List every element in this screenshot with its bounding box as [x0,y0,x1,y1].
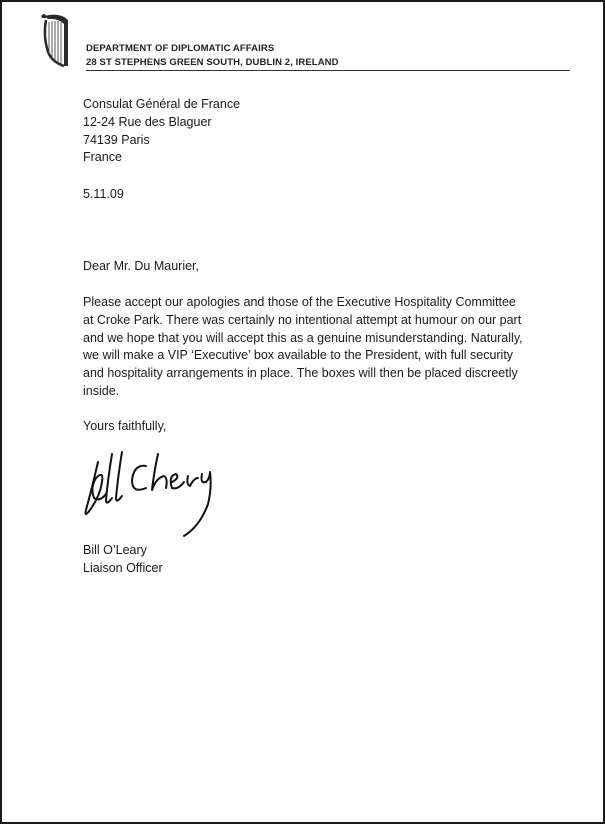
body-line: at Croke Park. There was certainly no intentional attempt at humour on our part [83,312,522,327]
salutation: Dear Mr. Du Maurier, [83,259,200,273]
body-line: we will make a VIP ‘Executive’ box available to the President, with full security [83,348,514,363]
letterhead-divider [86,70,570,71]
harp-emblem-icon [38,12,76,70]
recipient-address [83,96,240,167]
body-line: and we hope that you will accept this as a genuine misunderstanding. Naturally, [83,330,523,345]
signer-title: Liaison Officer [83,560,163,575]
recipient-line: France [83,150,122,165]
body-line: and hospitality arrangements in place. The boxes will then be placed discreetly [83,366,518,381]
recipient-line: 74139 Paris [83,132,150,147]
body-line: inside. [83,383,120,398]
recipient-line: 12-24 Rue des Blaguer [83,114,212,129]
letterhead-address: 28 ST STEPHENS GREEN SOUTH, DUBLIN 2, IRELAND [86,57,339,68]
letterhead-department: DEPARTMENT OF DIPLOMATIC AFFAIRS [86,43,275,54]
letter-body [83,294,553,401]
letterhead [86,42,339,70]
closing: Yours faithfully, [83,419,167,433]
signer-name: Bill O’Leary [83,543,147,557]
signer-block [83,542,163,578]
letter-date: 5.11.09 [83,187,124,201]
handwritten-signature [76,448,236,540]
recipient-line: Consulat Général de France [83,97,241,111]
body-line: Please accept our apologies and those of the Executive Hospitality Committee [83,295,516,309]
